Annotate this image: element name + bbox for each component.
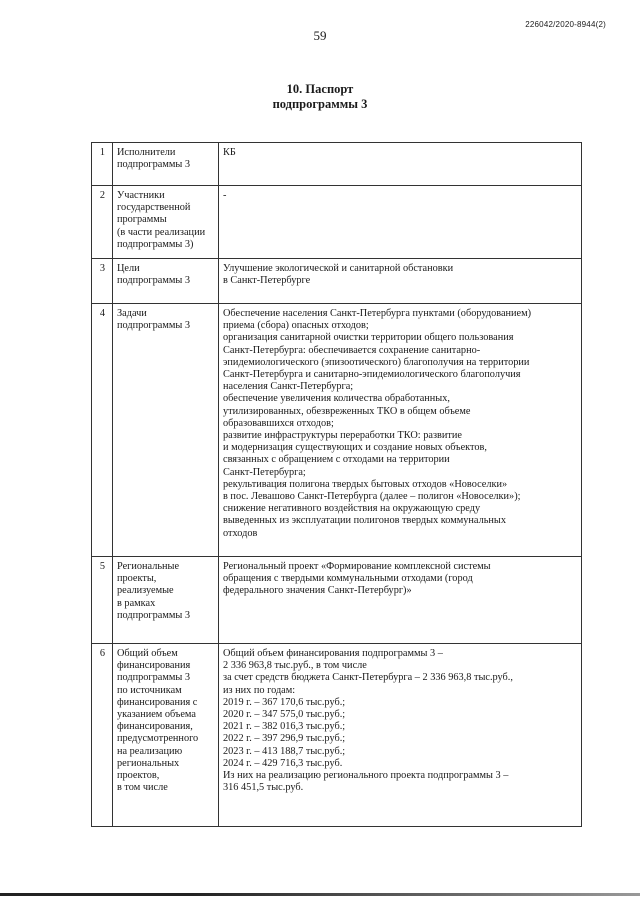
row-value-line: за счет средств бюджета Санкт-Петербурга – 2 336 963,8 тыс.руб.,	[223, 672, 513, 684]
row-label	[113, 186, 219, 259]
row-label-line: проекты,	[117, 573, 157, 585]
row-label	[113, 304, 219, 557]
row-label-line: финансирования,	[117, 721, 193, 733]
row-value-line: образовавшихся отходов;	[223, 417, 334, 429]
row-value	[219, 644, 582, 827]
row-label-line: Исполнители	[117, 147, 176, 158]
row-value-line: Санкт-Петербурга;	[223, 466, 306, 478]
row-value-line: рекультивация полигона твердых бытовых отходов «Новоселки»	[223, 478, 508, 490]
row-label-line: подпрограммы 3	[117, 275, 191, 287]
row-value-line: выведенных из эксплуатации полигонов твердых коммунальных	[223, 515, 506, 527]
document-registration-code: 226042/2020-8944(2)	[525, 20, 606, 29]
table-row	[92, 644, 582, 827]
title-line-1: 10. Паспорт	[286, 82, 354, 96]
row-value-line: 2020 г. – 347 575,0 тыс.руб.;	[223, 709, 346, 721]
row-value-line: обращения с твердыми коммунальными отходами (город	[223, 573, 473, 585]
row-label-line: региональных	[117, 757, 180, 769]
row-value-line: 2019 г. – 367 170,6 тыс.руб.;	[223, 696, 346, 708]
subprogram-passport-table	[91, 142, 582, 827]
row-value-line: Улучшение экологической и санитарной обстановки	[223, 263, 454, 274]
row-label-line: на реализацию	[117, 745, 183, 757]
row-label-line: подпрограммы 3)	[117, 238, 194, 250]
row-value-line: 2024 г. – 429 716,3 тыс.руб.	[223, 757, 343, 769]
row-label	[113, 259, 219, 304]
row-value-line: Общий объем финансирования подпрограммы 3 –	[223, 648, 443, 659]
row-label-line: Региональные	[117, 561, 180, 572]
row-label-line: предусмотренного	[117, 733, 199, 745]
row-number: 3	[92, 259, 113, 304]
scan-bottom-edge-line	[0, 893, 640, 896]
row-value-line: развитие инфраструктуры переработки ТКО: развитие	[223, 430, 462, 442]
row-value	[219, 557, 582, 644]
row-number: 5	[92, 557, 113, 644]
row-value-line: Обеспечение населения Санкт-Петербурга пунктами (оборудованием)	[223, 308, 532, 319]
row-value-line: Санкт-Петербурга: обеспечивается сохранение санитарно-	[223, 344, 481, 356]
row-value	[219, 186, 582, 259]
row-value-line: в Санкт-Петербурге	[223, 275, 311, 287]
row-label-line: Цели	[117, 263, 140, 274]
row-label-line: указанием объема	[117, 709, 196, 721]
row-value-line: 2 336 963,8 тыс.руб., в том числе	[223, 660, 367, 672]
table-row	[92, 557, 582, 644]
row-value-line: федерального значения Санкт-Петербург)»	[223, 585, 412, 597]
row-value-line: и модернизация существующих и создание новых объектов,	[223, 442, 487, 454]
row-value-line: снижение негативного воздействия на окружающую среду	[223, 503, 481, 515]
row-label-line: финансирования с	[117, 696, 198, 708]
row-label-line: подпрограммы 3	[117, 609, 191, 621]
row-value-line: обеспечение увеличения количества обработанных,	[223, 393, 450, 405]
row-value-line: из них по годам:	[223, 684, 296, 696]
row-number: 4	[92, 304, 113, 557]
title-line-2: подпрограммы 3	[272, 97, 368, 111]
row-value-line: 2021 г. – 382 016,3 тыс.руб.;	[223, 721, 346, 733]
page-title	[0, 82, 640, 112]
row-label-line: Общий объем	[117, 648, 178, 659]
row-label-line: в том числе	[117, 782, 168, 794]
table-row	[92, 143, 582, 186]
row-label-line: Задачи	[117, 308, 147, 319]
row-label-line: проектов,	[117, 770, 160, 782]
row-value-line: 2022 г. – 397 296,9 тыс.руб.;	[223, 733, 346, 745]
row-label	[113, 644, 219, 827]
table-row	[92, 259, 582, 304]
row-value	[219, 304, 582, 557]
row-label-line: государственной	[117, 202, 191, 214]
row-label	[113, 557, 219, 644]
row-value-line: отходов	[223, 527, 258, 539]
row-value-line: организация санитарной очистки территории общего пользования	[223, 332, 514, 344]
row-value-line: населения Санкт-Петербурга;	[223, 381, 354, 393]
row-label-line: (в части реализации	[117, 226, 206, 238]
row-label-line: программы	[117, 214, 167, 226]
row-label	[113, 143, 219, 186]
row-value-line: КБ	[223, 147, 236, 158]
row-number: 2	[92, 186, 113, 259]
row-value-line: Региональный проект «Формирование комплексной системы	[223, 561, 491, 572]
page-number: 59	[313, 28, 327, 43]
row-value-line: 2023 г. – 413 188,7 тыс.руб.;	[223, 745, 346, 757]
row-label-line: реализуемые	[117, 585, 174, 597]
row-value-line: утилизированных, обезвреженных ТКО в общем объеме	[223, 405, 471, 417]
row-label-line: финансирования	[117, 660, 191, 672]
table-row	[92, 186, 582, 259]
row-label-line: по источникам	[117, 684, 182, 696]
row-label-line: подпрограммы 3	[117, 159, 191, 171]
table-row	[92, 304, 582, 557]
row-label-line: в рамках	[117, 597, 156, 609]
row-value-line: эпидемиологического (эпизоотического) благополучия на территории	[223, 356, 530, 368]
row-value-line: приема (сбора) опасных отходов;	[223, 320, 369, 332]
row-value-line: -	[223, 190, 227, 201]
row-value-line: 316 451,5 тыс.руб.	[223, 782, 304, 794]
row-value	[219, 143, 582, 186]
row-value-line: связанных с обращением с отходами на территории	[223, 454, 450, 466]
row-label-line: подпрограммы 3	[117, 672, 191, 684]
row-value	[219, 259, 582, 304]
row-value-line: в пос. Левашово Санкт-Петербурга (далее – полигон «Новоселки»);	[223, 491, 521, 503]
row-label-line: подпрограммы 3	[117, 320, 191, 332]
row-number: 6	[92, 644, 113, 827]
row-label-line: Участники	[117, 190, 165, 201]
row-number: 1	[92, 143, 113, 186]
row-value-line: Из них на реализацию регионального проекта подпрограммы 3 –	[223, 770, 509, 782]
row-value-line: Санкт-Петербурга и санитарно-эпидемиологического благополучия	[223, 369, 521, 381]
